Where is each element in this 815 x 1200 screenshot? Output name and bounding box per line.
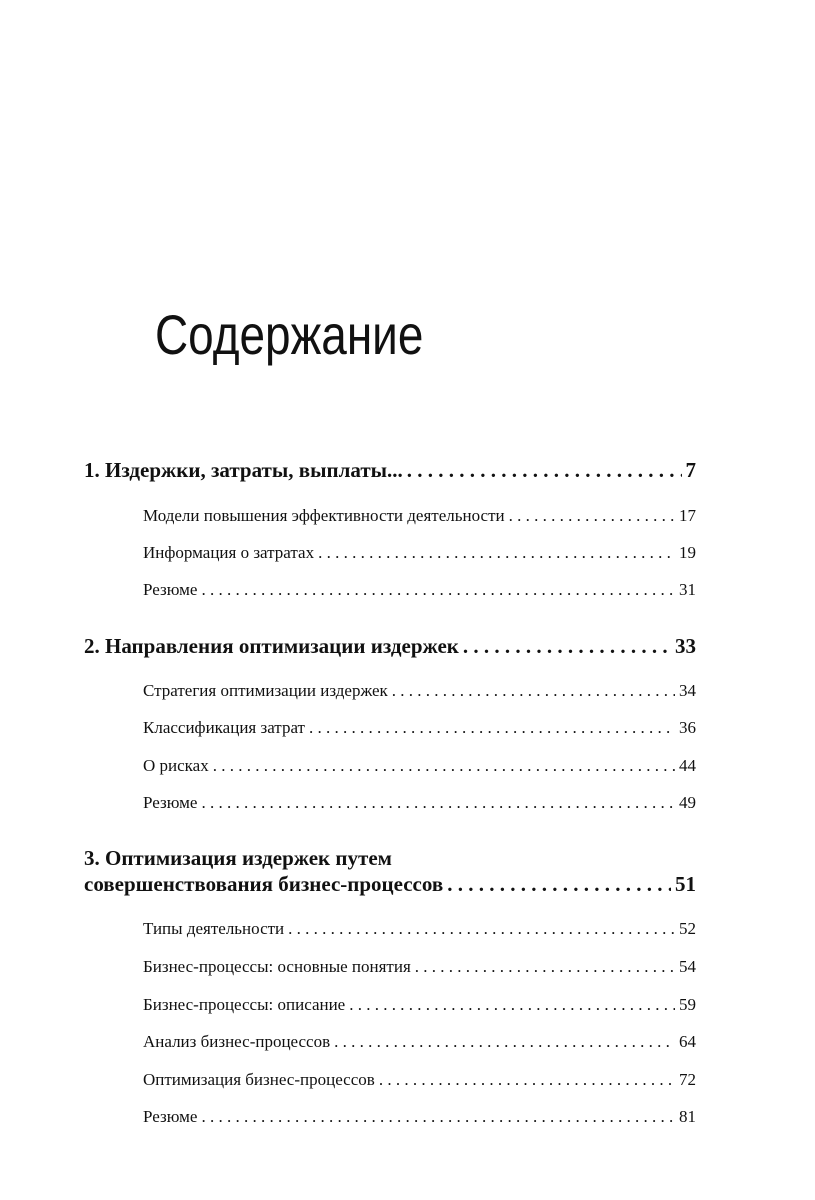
dot-leader (349, 995, 675, 1015)
toc-section (143, 681, 696, 701)
toc-section (143, 995, 696, 1015)
page-number: 36 (679, 718, 696, 737)
page-number: 31 (679, 580, 696, 599)
section-title: Классификация затрат (143, 718, 305, 737)
page-number: 33 (675, 634, 696, 658)
toc-section (143, 580, 696, 600)
page-number: 19 (679, 543, 696, 562)
section-title: Типы деятельности (143, 919, 285, 938)
toc-section (143, 957, 696, 977)
section-title: Стратегия оптимизации издержек (143, 681, 388, 700)
toc-chapter-3 (84, 872, 696, 897)
dot-leader (213, 756, 675, 776)
section-title: Анализ бизнес-процессов (143, 1032, 331, 1051)
chapter-title-line-1: 3. Оптимизация издержек путем (84, 846, 392, 870)
section-title: Бизнес-процессы: основные понятия (143, 957, 411, 976)
dot-leader (447, 872, 671, 897)
section-title: О рисках (143, 756, 209, 775)
section-title: Резюме (143, 1107, 198, 1126)
toc-section (143, 543, 696, 563)
page-number: 49 (679, 793, 696, 812)
toc-chapter-1 (84, 458, 696, 483)
dot-leader (392, 681, 675, 701)
dot-leader (379, 1070, 675, 1090)
page-number: 52 (679, 919, 696, 938)
page-number: 7 (685, 458, 696, 482)
section-title: Бизнес-процессы: описание (143, 995, 346, 1014)
toc-section (143, 756, 696, 776)
page-number: 17 (679, 506, 696, 525)
page-number: 34 (679, 681, 696, 700)
dot-leader (201, 793, 675, 813)
toc-section (143, 1107, 696, 1127)
page-number: 64 (679, 1032, 696, 1051)
page-number: 54 (679, 957, 696, 976)
dot-leader (334, 1032, 675, 1052)
page-number: 81 (679, 1107, 696, 1126)
section-title: Модели повышения эффективности деятельности (143, 506, 505, 525)
dot-leader (415, 957, 675, 977)
chapter-title: 2. Направления оптимизации издержек (84, 634, 459, 658)
page-number: 44 (679, 756, 696, 775)
section-title: Резюме (143, 580, 198, 599)
section-title: Резюме (143, 793, 198, 812)
dot-leader (509, 506, 675, 526)
toc-section (143, 506, 696, 526)
chapter-title-line-2: совершенствования бизнес-процессов (84, 872, 444, 896)
dot-leader (201, 1107, 675, 1127)
page-number: 51 (675, 872, 696, 896)
toc-section (143, 793, 696, 813)
toc-section (143, 718, 696, 738)
toc-section (143, 1032, 696, 1052)
dot-leader (309, 718, 675, 738)
dot-leader (288, 919, 675, 939)
dot-leader (201, 580, 675, 600)
page-title: Содержание (155, 303, 424, 366)
dot-leader (318, 543, 675, 563)
chapter-title: 1. Издержки, затраты, выплаты... (84, 458, 403, 482)
toc-chapter-2 (84, 634, 696, 659)
section-title: Информация о затратах (143, 543, 315, 562)
dot-leader (407, 458, 682, 483)
toc-section (143, 919, 696, 939)
page-number: 72 (679, 1070, 696, 1089)
toc-section (143, 1070, 696, 1090)
dot-leader (463, 634, 671, 659)
section-title: Оптимизация бизнес-процессов (143, 1070, 375, 1089)
page-number: 59 (679, 995, 696, 1014)
